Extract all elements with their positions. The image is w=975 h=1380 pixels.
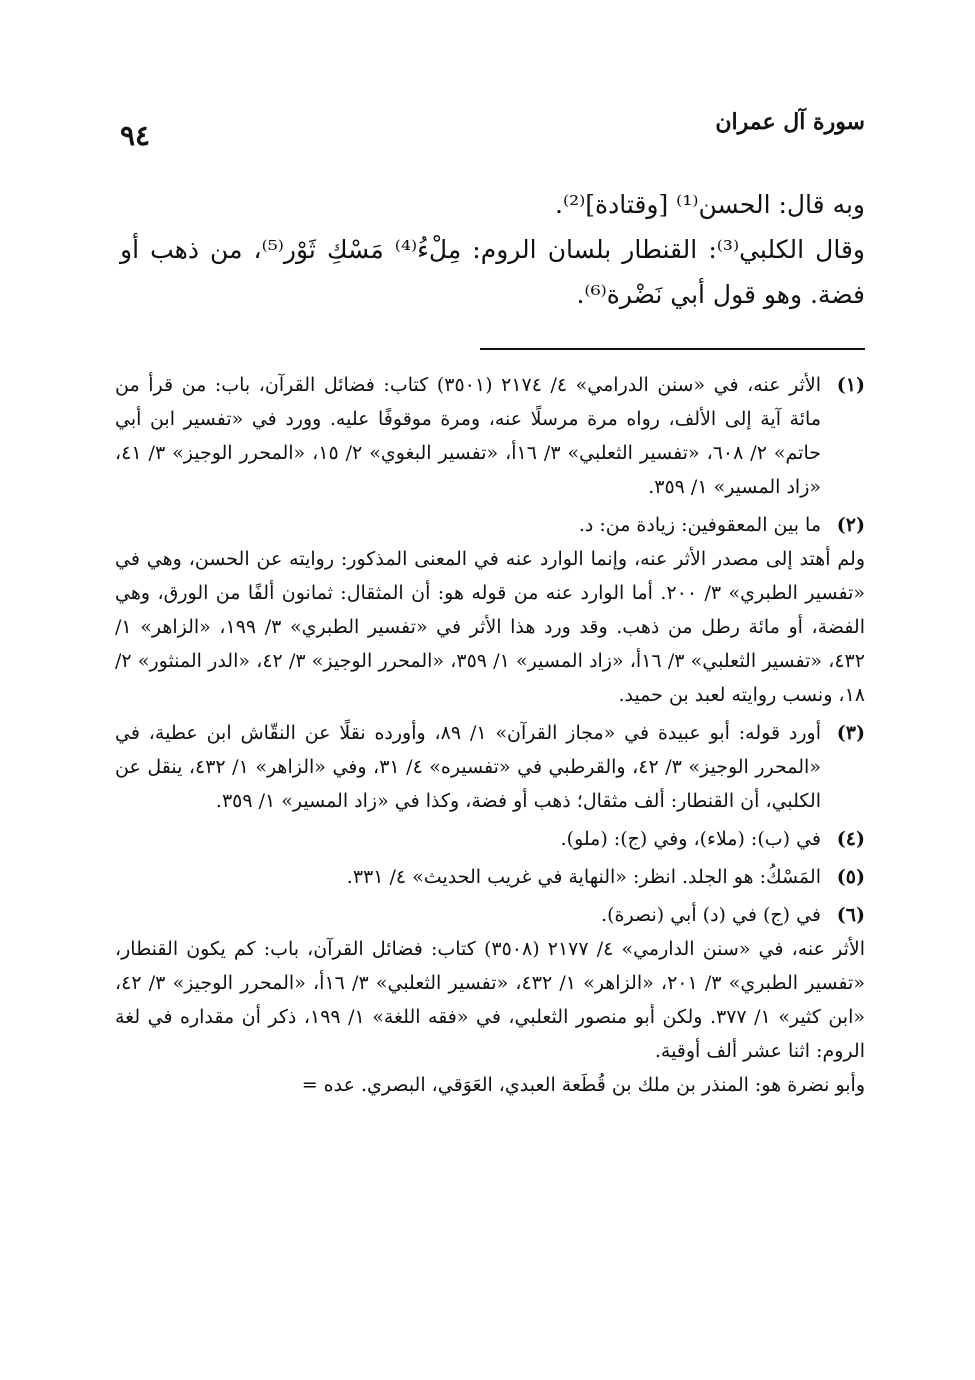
footnote-6 [115,898,865,1102]
footnote-5 [115,860,865,894]
footnote-text: المَسْكُ: هو الجلد. انظر: «النهاية في غريب الحديث» ٤/ ٣٣١. [346,866,821,888]
footnote-2 [115,508,865,712]
footnote-text: أورد قوله: أبو عبيدة في «مجاز القرآن» ١/ ٨٩، وأورده نقلًا عن النقّاش ابن عطية، في «المحرر الوجيز» ٣/ ٤٢، والقرطبي في «تفسيره» ٤/ ٣١، وفي «الزاهر» ١/ ٤٣٢، ينقل عن الكلبي، أن القنطار: ألف مثقال؛ ذهب أو فضة، وكذا في «زاد المسير» ١/ ٣٥٩. [115,722,821,812]
footnote-body [115,508,865,712]
footnote-text: في (ج) في (د) أبي (نصرة). [601,904,821,926]
footnote-4 [115,822,865,856]
surah-title: سورة آل عمران [715,109,865,135]
footnote-body [115,860,821,894]
footnote-number: (٣) [836,722,865,744]
footnote-text: الأثر عنه، في «سنن الدرامي» ٤/ ٢١٧٤ (٣٥٠١) كتاب: فضائل القرآن، باب: من قرأ من مائة آية إلى الألف، رواه مرة مرسلًا عنه، ومرة موقوفًا عليه. وورد في «تفسير ابن أبي حاتم» ٢/ ٦٠٨، «تفسير الثعلبي» ٣/ ١٦أ، «تفسير البغوي» ٢/ ١٥، «المحرر الوجيز» ٣/ ٤١، «زاد المسير» ١/ ٣٥٩. [115,374,821,498]
footnote-number: (٥) [836,866,865,888]
footnote-text: ولم أهتد إلى مصدر الأثر عنه، وإنما الوارد عنه في المعنى المذكور: روايته عن الحسن، وهي في «تفسير الطبري» ٣/ ٢٠٠. أما الوارد عنه من قوله هو: أن المثقال: ثمانون ألفًا من الورق، وهي الفضة، أو مائة رطل من ذهب. وقد ورد هذا الأثر في «تفسير الطبري» ٣/ ١٩٩، «الزاهر» ١/ ٤٣٢، «تفسير الثعلبي» ٣/ ١٦أ، «زاد المسير» ١/ ٣٥٩، «المحرر الوجيز» ٣/ ٤٢، «الدر المنثور» ٢/ ١٨، ونسب روايته لعبد بن حميد. [115,548,865,706]
footnote-number: (٦) [836,904,865,926]
footnote-body [115,822,821,856]
main-text [120,182,865,317]
footnote-body [115,368,821,504]
footnote-text: ما بين المعقوفين: زيادة من: د. [578,514,821,536]
footnote-number: (٢) [836,514,865,536]
main-line-2: وقال الكلبي⁽³⁾: القنطار بلسان الروم: مِلْءُ⁽⁴⁾ مَسْكِ ثَوْر⁽⁵⁾، من ذهب أو فضة. وهو قول أبي نَضْرة⁽⁶⁾. [120,235,865,309]
footnote-number: (١) [836,374,865,396]
page-header [110,105,865,155]
footnote-body [115,898,865,1102]
page-number: ٩٤ [120,119,151,152]
footnote-divider [480,348,865,350]
footnotes [115,368,865,1106]
footnote-body [115,716,821,818]
footnote-text: في (ب): (ملاء)، وفي (ج): (ملو). [560,828,821,850]
footnote-text: الأثر عنه، في «سنن الدارمي» ٤/ ٢١٧٧ (٣٥٠٨) كتاب: فضائل القرآن، باب: كم يكون القنطار، «تفسير الطبري» ٣/ ٢٠١، «الزاهر» ١/ ٤٣٢، «تفسير الثعلبي» ٣/ ١٦أ، «المحرر الوجيز» ٣/ ٤٢، «ابن كثير» ١/ ٣٧٧. ولكن أبو منصور الثعلبي، في «فقه اللغة» ١/ ١٩٩، ذكر أن مقداره في لغة الروم: اثنا عشر ألف أوقية. [115,938,865,1062]
footnote-number: (٤) [836,828,865,850]
footnote-1 [115,368,865,504]
main-line-1: وبه قال: الحسن⁽¹⁾ [وقتادة]⁽²⁾. [555,190,865,219]
footnote-text: وأبو نضرة هو: المنذر بن ملك بن قُطَعة العبدي، العَوَقي، البصري. عده = [301,1074,865,1096]
footnote-3 [115,716,865,818]
